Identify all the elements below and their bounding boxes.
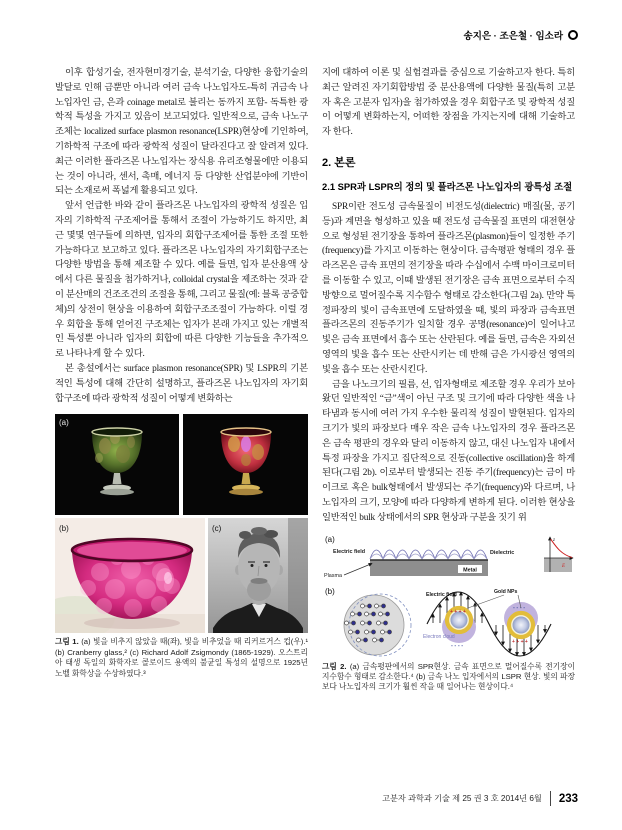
two-column-body <box>55 66 575 693</box>
figure-1-caption-text: (a) 빛을 비추지 않았을 때(좌), 빛을 비추었을 때 리커르거스 컵(우).¹ (b) Cranberry glass,² (c) Richard Adolf Zsigmondy (1865-1929). 오스트리아 태생 독일의 화학자로 콜로이드 용액의 불균일 특성의 설명으로 1925년 노벨 화학상을 수상하였다.³ <box>55 637 309 678</box>
metal-label: Metal <box>463 567 477 574</box>
figure-1-bottom-row <box>55 518 308 633</box>
figure2-panel-b-label: (b) <box>325 586 335 596</box>
figure2-panel-a-label: (a) <box>325 534 335 544</box>
dielectric-label: Dielectric <box>490 549 515 556</box>
paragraph: 금을 나노크기의 필름, 선, 입자형태로 제조할 경우 우리가 보아 왔던 일반적인 “금”색이 아닌 구조 및 크기에 따라 다양한 색을 나타냄과 동시에 여러 가지 우수한 물리적 성질이 발현된다. 입자의 크기가 빛의 파장보다 매우 작은 금속 나노입자의 경우 플라즈몬은 금속 평판의 경우와 달리 이동하지 않고, 대신 나노입자 내에서 특정 파장을 가지고 집단적으로 진동(collective oscillation)을 하게 된다(그림 2b). 이로부터 발생되는 진동 주기(frequency)는 금이 마이크로 혹은 bulk형태에서 발생되는 주기(frequency)와 다르며, 나노입자의 크기, 모양에 따라 다양하게 변하게 된다. 이러한 현상을 일반적인 bulk 상태에서의 SPR 현상과 구분을 짓기 위 <box>322 379 575 523</box>
gold-nanoparticle-2 <box>504 602 538 645</box>
positive-charges-top: + + + + <box>450 608 466 615</box>
author-circle-icon <box>568 30 578 40</box>
section-heading: 2. 본론 <box>322 156 356 169</box>
electric-field-label-b: Electric field <box>426 591 457 598</box>
subsection-heading: 2.1 SPR과 LSPR의 정의 및 플라즈몬 나노입자의 광특성 조절 <box>322 180 573 192</box>
field-line-arcs-short <box>370 554 487 559</box>
journal-info: 고분자 과학과 기술 제 25 권 3 호 2014년 6월 <box>382 794 542 803</box>
figure-1 <box>55 414 308 679</box>
page-number: 233 <box>558 792 578 805</box>
plasma-label: Plasma <box>324 572 342 579</box>
negative-charges-top: - - - - <box>513 604 526 611</box>
paragraph: 이후 합성기술, 전자현미경기술, 분석기술, 다양한 융합기술의 발달로 인해 금뿐만 아니라 여러 금속 나노입자도-특히 귀금속 나노입자인 금, 은과 coinage metal로 불리는 동까지 포함- 독특한 광학적 특성을 가지고 있음이 보고되었다. 일반적으로, 금속 나노구조체는 localized surface plasmon resonance(LSPR)현상에 기인하여, 기하학적 구조에 따라 광학적 성질이 달라진다고 잘 알려져 있다. 최근 이러한 플라즈몬 나노입자는 장식용 유리조형물에만 이용되는 것이 아니라, 센서, 촉매, 에너지 등 다양한 산업분야에 기반이 되는 소재로써 폭넓게 활용되고 있다. <box>55 68 308 197</box>
figure1-panel-c-label: (c) <box>212 524 222 534</box>
figure-2 <box>322 532 575 693</box>
electron-cloud-label: Electron cloud <box>423 633 455 640</box>
figure-1-top-row <box>55 414 308 515</box>
spr-lspr-diagram <box>322 532 575 658</box>
cranberry-glass-photo <box>55 518 205 633</box>
authors: 송지은 · 조은철 · 임소라 <box>463 31 563 42</box>
z-axis-label: z <box>553 537 555 543</box>
paragraph: 지에 대하여 이론 및 실험결과를 중심으로 기술하고자 한다. 특히 최근 알려진 자기회합방법 중 분산용액에 다양한 물질(특히 고분자 혹은 고분자 입자)을 첨가하였을 경우 회합구조 및 광학적 성질이 어떻게 변화하는지, 어떠한 장점을 가지는지에 대해 기술하고자 한다. <box>322 68 575 138</box>
page-footer <box>382 791 578 806</box>
left-column <box>55 66 308 693</box>
figure1-panel-b-label: (b) <box>59 524 69 534</box>
figure1-panel-a-label: (a) <box>59 418 69 428</box>
negative-charges-bottom: - - - - <box>451 642 464 649</box>
positive-charges-bottom: + + + + <box>512 638 528 645</box>
field-decay-label: E <box>562 563 566 569</box>
figure-2-caption <box>322 662 575 693</box>
gold-nanoparticle-1 <box>442 608 476 649</box>
cranberry-glass-and-portrait-image <box>55 518 308 633</box>
zsigmondy-portrait-photo <box>208 518 308 633</box>
figure-2-caption-number: 그림 2. <box>322 661 347 671</box>
figure-1-caption-number: 그림 1. <box>55 637 79 647</box>
right-column <box>322 66 575 693</box>
footer-divider <box>550 791 551 806</box>
paragraph: 본 총설에서는 surface plasmon resonance(SPR) 및 LSPR의 기본적인 특성에 대해 간단히 설명하고, 플라즈몬 나노입자의 자기회합구조에 따라 광학적 성질이 어떻게 변화하는 <box>55 363 308 404</box>
lycurgus-cups-image <box>55 414 308 515</box>
spr-flat-metal-panel <box>324 535 573 579</box>
paragraph: SPR이란 전도성 금속물질이 비전도성(dielectric) 매질(물, 공기 등)과 계면을 형성하고 있을 때 전도성 금속물질 표면의 대전현상으로 형성된 전기장을 통하여 플라즈몬(plasmon)들이 일정한 주기(frequency)를 가지고 이동하는 현상이다. 금속평판 형태의 경우 플라즈몬은 금속 표면의 전기장을 따라 수십에서 수백 마이크로미터를 이동할 수 있고, 이때 발생된 전기장은 금속 표면으로부터 수직방향으로 멀어질수록 지수함수 형태로 감소한다(그림 2a). 만약 특정파장의 빛이 금속표면에 도달하였을 때, 빛의 파장과 금속표면 플라즈몬의 진동주기가 일치할 경우 공명(resonance)이 일어나고 빛은 금속 표면에서 흡수 또는 산란된다. 예를 들면, 금속은 자외선 영역의 빛을 흡수 또는 산란시키는 데 반해 금은 가시광선 영역의 빛을 흡수 또는 산란시킨다. <box>322 201 575 375</box>
gold-nps-label: Gold NPs <box>494 588 518 595</box>
field-decay-graph <box>544 537 573 572</box>
page-header <box>464 28 578 42</box>
paragraph: 앞서 언급한 바와 같이 플라즈몬 나노입자의 광학적 성질은 입자의 기하학적 구조제어를 통해서 조절이 가능하기도 하지만, 최근 몇몇 연구들에 의하면, 입자의 회합구조제어를 통한 조절 또한 가능하다고 보고하고 있다. 플라즈몬 나노입자의 자기회합구조는 다양한 방법을 통해 제조할 수 있다. 예를 들면, 입자 분산용액 상에서 다른 물질을 첨가하거나, colloidal crystal을 제조하는 것과 같이 분산매의 건조조건의 조절을 통해, 그리고 물질(예: 블록 공중합체)의 상전이 현상을 이용하여 회합구조조절이 가능하다. 이럴 경우 회합을 통해 얻어진 구조체는 입자가 본래 가지고 있는 개별적인 특성뿐 아니라 입자의 회합에 따른 다양한 기능들을 추가적으로 나타나게 할 수 있다. <box>55 201 308 360</box>
lspr-nanoparticle-panel <box>325 587 551 656</box>
figure-2-caption-text: (a) 금속평판에서의 SPR현상. 금속 표면으로 멀어질수록 전기장이 지수함수 형태로 감소한다.⁴ (b) 금속 나노 입자에서의 LSPR 현상. 빛의 파장보다 나노입자의 크기가 훨씬 작을 때 일어나는 현상이다.⁴ <box>322 661 576 692</box>
figure-1-caption <box>55 637 308 679</box>
electric-field-label-a: Electric field <box>333 548 366 555</box>
